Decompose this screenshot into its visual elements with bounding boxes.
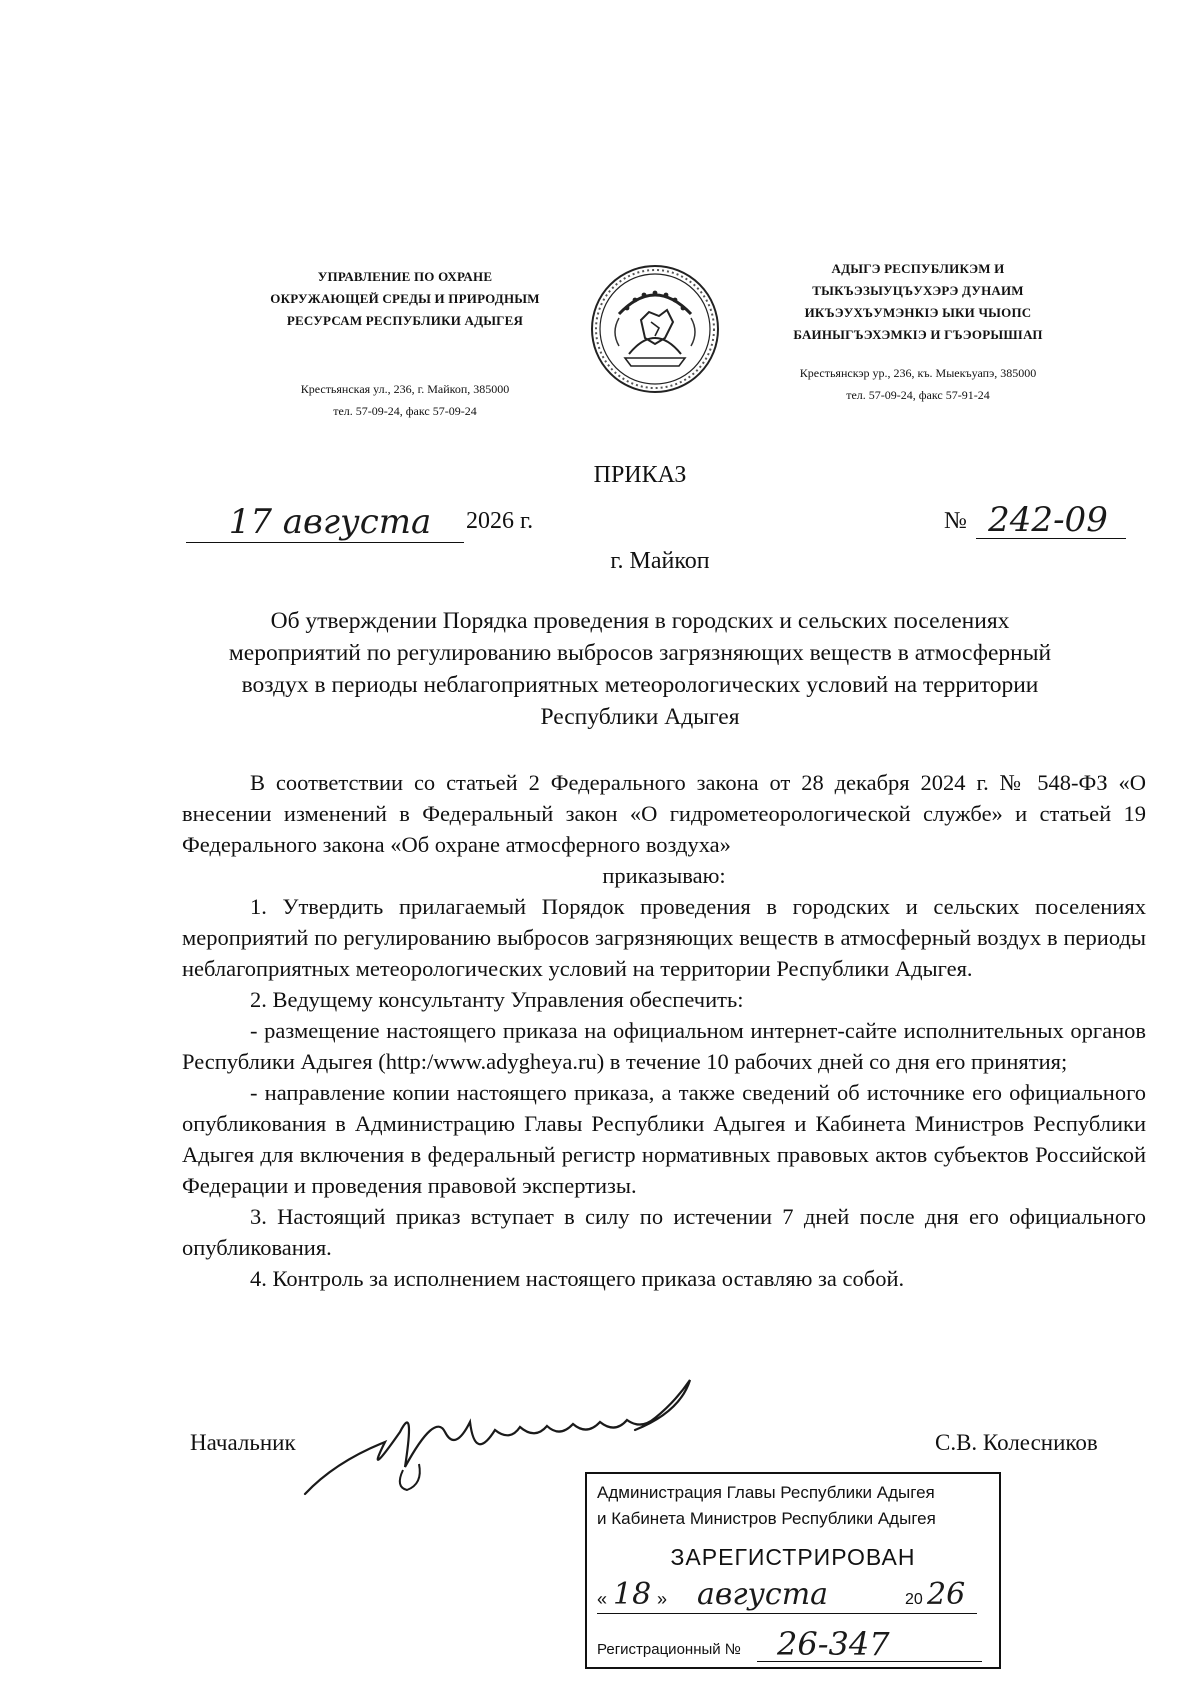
order-title-line: Об утверждении Порядка проведения в городских и сельских поселениях [270, 608, 1010, 634]
header-left-address-line: Крестьянская ул., 236, г. Майкоп, 385000 [300, 382, 510, 396]
stamp-org-line: и Кабинета Министров Республики Адыгея [597, 1509, 936, 1528]
stamp-date-underline [597, 1613, 977, 1614]
header-left-address [245, 378, 565, 422]
header-right-address-line: Крестьянскэр ур., 236, къ. Мыекъуапэ, 385000 [799, 366, 1037, 380]
order-number-handwritten: 242-09 [988, 500, 1108, 540]
order-city: г. Майкоп [610, 548, 710, 574]
registration-stamp [585, 1472, 1001, 1669]
signature-position: Начальник [190, 1430, 296, 1455]
signature-name: С.В. Колесников [935, 1430, 1098, 1455]
stamp-quote-close: » [657, 1589, 668, 1609]
stamp-reg-label: Регистрационный № [597, 1641, 741, 1658]
document-type: ПРИКАЗ [593, 462, 687, 488]
item-3: 3. Настоящий приказ вступает в силу по истечении 7 дней после дня его официального опубликования. [182, 1204, 1146, 1260]
order-title-line: мероприятий по регулированию выбросов загрязняющих веществ в атмосферный [228, 640, 1052, 666]
stamp-reg-number-handwritten: 26-347 [777, 1625, 890, 1663]
coat-of-arms-icon [589, 262, 721, 396]
item-2b: - направление копии настоящего приказа, а также сведений об источнике его официального опубликования в Администрацию Главы Республики Адыгея и Кабинета Министров Республики Адыгея для включения в федеральный регистр нормативных правовых актов субъектов Российской Федерации и проведения правовой экспертизы. [182, 1080, 1146, 1198]
header-left-org-line: УПРАВЛЕНИЕ ПО ОХРАНЕ [317, 269, 493, 284]
stamp-reg-underline [757, 1661, 982, 1662]
stamp-reg-row [587, 1623, 999, 1667]
header-left-org [245, 266, 565, 332]
order-title-line: Республики Адыгея [540, 704, 740, 730]
header-right-org [748, 258, 1088, 346]
stamp-status: ЗАРЕГИСТРИРОВАН [670, 1544, 916, 1570]
header-right-org-line: ИКЪЭУХЪУМЭНКІЭ ЫКИ ЧЫОПС [804, 305, 1032, 320]
item-2: 2. Ведущему консультанту Управления обеспечить: [250, 987, 744, 1012]
stamp-quote-open: « [597, 1589, 608, 1609]
item-4: 4. Контроль за исполнением настоящего приказа оставляю за собой. [250, 1266, 905, 1291]
stamp-month-handwritten: августа [697, 1577, 829, 1612]
stamp-year-prefix: 20 [905, 1591, 923, 1608]
header-right-org-line: БАИНЫГЪЭХЭМКІЭ И ГЪЭОРЫШІАП [793, 327, 1043, 342]
header-left-address-line: тел. 57-09-24, факс 57-09-24 [333, 404, 477, 418]
order-title [120, 605, 1160, 733]
header-right-org-line: ТЫКЪЭЗЫУЦЪУХЭРЭ ДУНАИМ [812, 283, 1024, 298]
stamp-org-line: Администрация Главы Республики Адыгея [597, 1483, 935, 1502]
order-body [182, 767, 1146, 1294]
order-number-sign: № [944, 508, 967, 534]
header-right-org-line: АДЫГЭ РЕСПУБЛИКЭМ И [831, 261, 1005, 276]
order-number-underline [976, 538, 1126, 539]
stamp-year-handwritten: 26 [927, 1577, 966, 1612]
header-left-org-line: ОКРУЖАЮЩЕЙ СРЕДЫ И ПРИРОДНЫМ [270, 291, 540, 306]
header-left-org-line: РЕСУРСАМ РЕСПУБЛИКИ АДЫГЕЯ [286, 313, 524, 328]
order-date-underline [186, 542, 464, 543]
header-right-address [748, 362, 1088, 406]
item-1: 1. Утвердить прилагаемый Порядок проведения в городских и сельских поселениях мероприятий по регулированию выбросов загрязняющих веществ в атмосферный воздух в периоды неблагоприятных метеорологических условий на территории Республики Адыгея. [182, 894, 1146, 981]
order-date-handwritten: 17 августа [228, 502, 432, 542]
order-word: приказываю: [602, 863, 726, 888]
stamp-date-row [587, 1577, 999, 1619]
stamp-day-handwritten: 18 [613, 1577, 652, 1612]
preamble: В соответствии со статьей 2 Федерального закона от 28 декабря 2024 г. № 548-ФЗ «О внесении изменений в Федеральный закон «О гидрометеорологической службе» и статьей 19 Федерального закона «Об охране атмосферного воздуха» [182, 770, 1146, 857]
item-2a: - размещение настоящего приказа на официальном интернет-сайте исполнительных органов Республики Адыгея (http:/www.adygheya.ru) в течение 10 рабочих дней со дня его принятия; [182, 1018, 1146, 1074]
order-title-line: воздух в периоды неблагоприятных метеорологических условий на территории [241, 672, 1039, 698]
order-year: 2026 г. [466, 508, 534, 534]
header-right-address-line: тел. 57-09-24, факс 57-91-24 [846, 388, 990, 402]
